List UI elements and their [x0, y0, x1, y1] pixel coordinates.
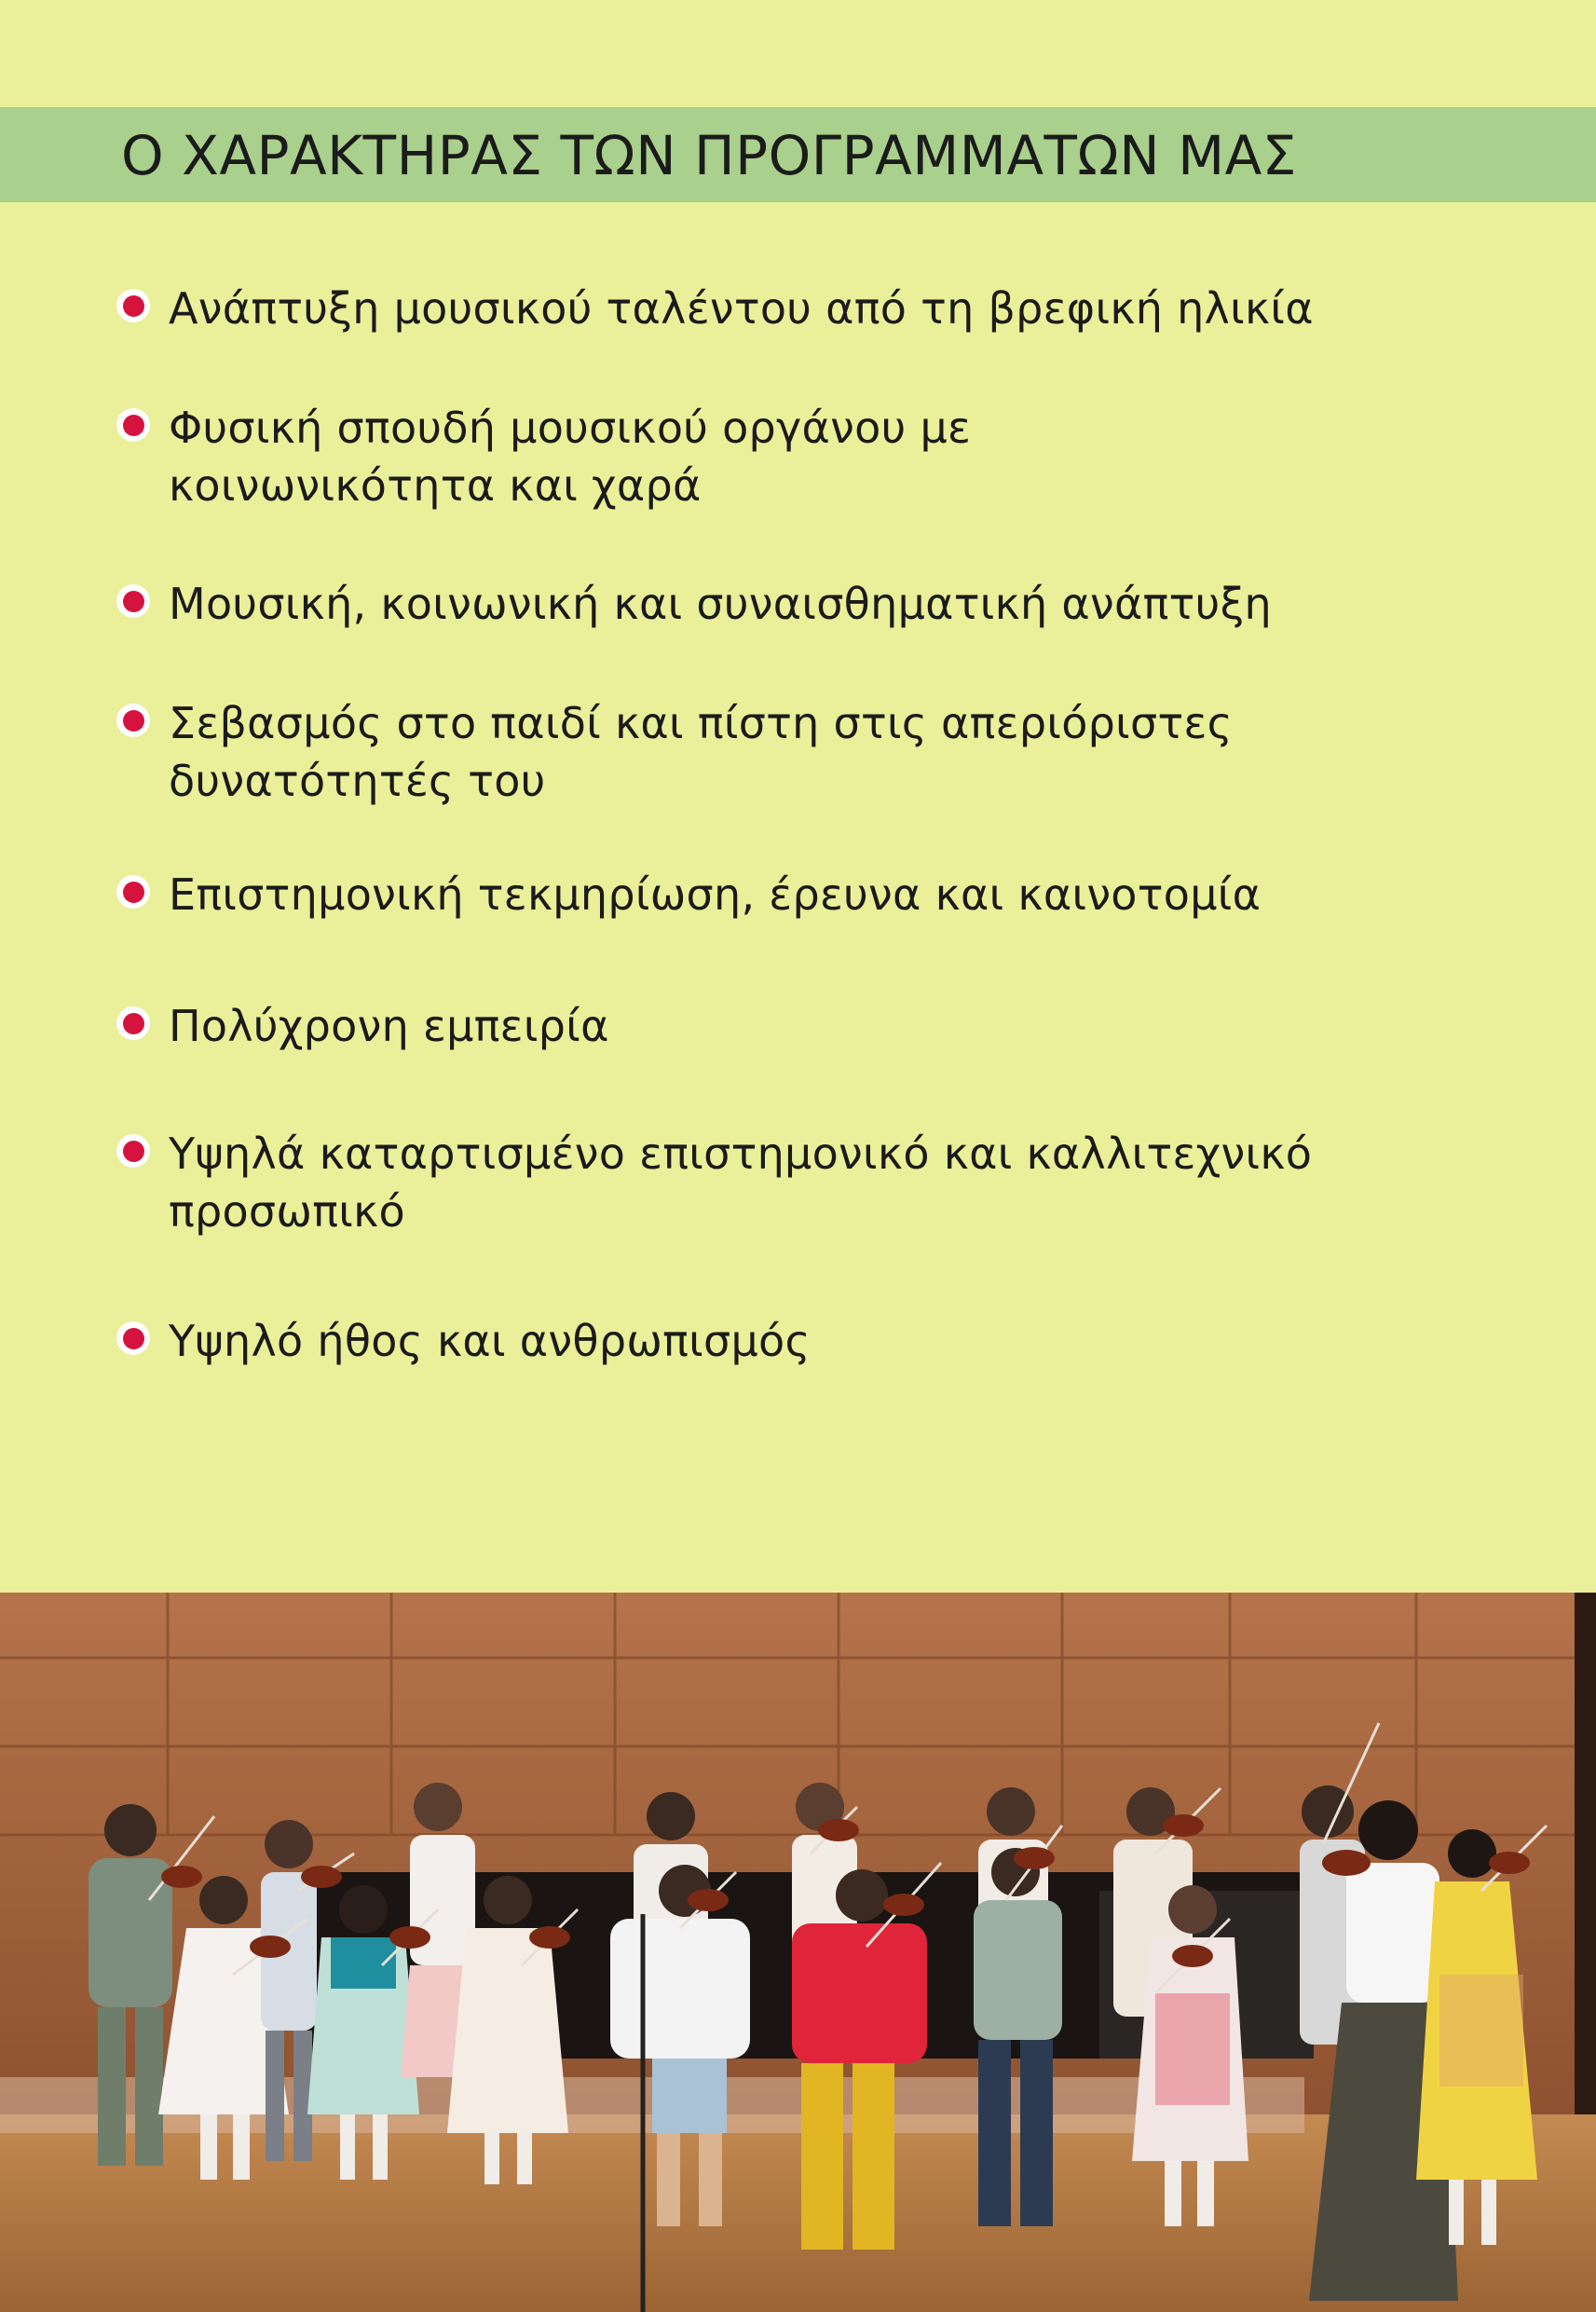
list-item-text: Επιστημονική τεκμηρίωση, έρευνα και καινοτομία [169, 869, 1262, 920]
list-item-text: Πολύχρονη εμπειρία [169, 1001, 609, 1051]
list-item-text: Υψηλό ήθος και ανθρωπισμός [169, 1316, 811, 1366]
page-title: Ο ΧΑΡΑΚΤΗΡΑΣ ΤΩΝ ΠΡΟΓΡΑΜΜΑΤΩΝ ΜΑΣ [121, 124, 1297, 187]
bullet-icon [116, 1134, 150, 1168]
list-item-text: Φυσική σπουδή μουσικού οργάνου με κοινωνικότητα και χαρά [169, 403, 972, 511]
children-violin-concert-photo [0, 1593, 1596, 2312]
list-item-text: Μουσική, κοινωνική και συναισθηματική ανάπτυξη [169, 579, 1272, 629]
bullet-icon [116, 1006, 150, 1040]
bullet-icon [116, 584, 150, 618]
bullet-icon [116, 875, 150, 909]
bullet-icon [116, 408, 150, 442]
title-band [0, 107, 1596, 202]
list-item-text: Ανάπτυξη μουσικού ταλέντου από τη βρεφική ηλικία [169, 283, 1314, 334]
bullet-icon [116, 289, 150, 322]
list-item-text: Υψηλά καταρτισμένο επιστημονικό και καλλιτεχνικό προσωπικό [169, 1129, 1313, 1237]
bullet-icon [116, 704, 150, 737]
list-item-text: Σεβασμός στο παιδί και πίστη στις απεριόριστες δυνατότητές του [169, 698, 1233, 806]
bullet-icon [116, 1321, 150, 1355]
